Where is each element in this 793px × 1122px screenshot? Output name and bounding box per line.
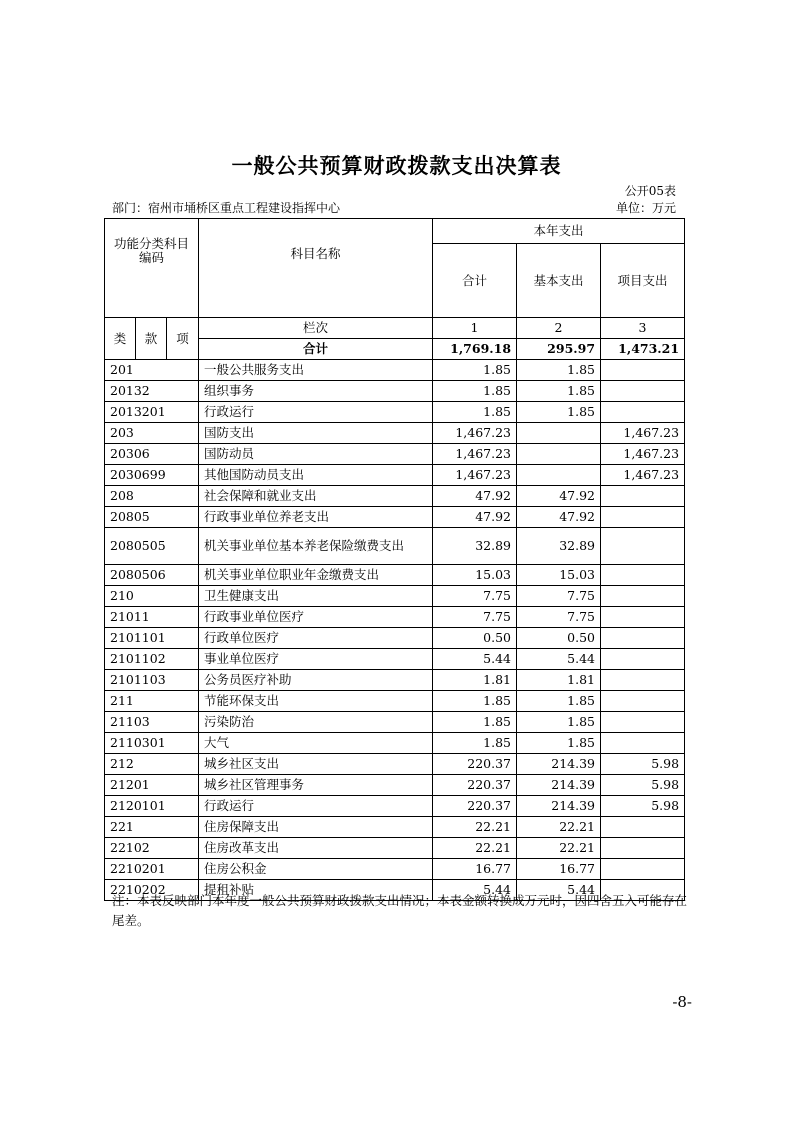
row-code: 22102 [105, 838, 199, 859]
row-basic-expense: 47.92 [517, 507, 601, 528]
table-row [105, 817, 685, 838]
row-subject-name: 机关事业单位职业年金缴费支出 [199, 565, 433, 586]
row-total: 22.21 [433, 838, 517, 859]
table-row [105, 691, 685, 712]
row-subject-name: 国防动员 [199, 444, 433, 465]
table-row [105, 507, 685, 528]
row-project-expense [601, 712, 685, 733]
row-basic-expense: 47.92 [517, 486, 601, 507]
row-code: 208 [105, 486, 199, 507]
table-row [105, 775, 685, 796]
row-subject-name: 节能环保支出 [199, 691, 433, 712]
row-code: 2101102 [105, 649, 199, 670]
department-label: 部门：宿州市埇桥区重点工程建设指挥中心 [112, 201, 341, 215]
table-row [105, 628, 685, 649]
row-code: 203 [105, 423, 199, 444]
row-basic-expense: 5.44 [517, 880, 601, 901]
row-project-expense: 5.98 [601, 754, 685, 775]
row-subject-name: 行政事业单位养老支出 [199, 507, 433, 528]
row-project-expense [601, 628, 685, 649]
column-number-3: 3 [601, 318, 685, 339]
row-project-expense [601, 528, 685, 565]
row-total: 47.92 [433, 486, 517, 507]
row-total: 1.85 [433, 712, 517, 733]
row-project-expense: 5.98 [601, 796, 685, 817]
row-code: 2101101 [105, 628, 199, 649]
row-code: 20132 [105, 381, 199, 402]
row-code: 221 [105, 817, 199, 838]
row-subject-name: 卫生健康支出 [199, 586, 433, 607]
row-basic-expense: 214.39 [517, 775, 601, 796]
row-total: 7.75 [433, 586, 517, 607]
row-basic-expense [517, 444, 601, 465]
row-code: 2210201 [105, 859, 199, 880]
row-project-expense [601, 360, 685, 381]
row-subject-name: 行政运行 [199, 796, 433, 817]
row-total: 1,467.23 [433, 423, 517, 444]
row-project-expense [601, 486, 685, 507]
row-total: 220.37 [433, 775, 517, 796]
row-code: 201 [105, 360, 199, 381]
table-row [105, 733, 685, 754]
row-basic-expense [517, 465, 601, 486]
row-total: 47.92 [433, 507, 517, 528]
row-basic-expense: 1.85 [517, 712, 601, 733]
total-row-label: 合计 [199, 339, 433, 360]
row-subject-name: 城乡社区管理事务 [199, 775, 433, 796]
row-basic-expense: 1.85 [517, 381, 601, 402]
row-subject-name: 组织事务 [199, 381, 433, 402]
table-row [105, 402, 685, 423]
table-row [105, 528, 685, 565]
row-project-expense [601, 733, 685, 754]
project-expense-header: 项目支出 [601, 244, 685, 318]
footnote: 注：本表反映部门本年度一般公共预算财政拨款支出情况；本表金额转换成万元时，因四舍五入可能存在尾差。 [112, 893, 688, 928]
table-row [105, 796, 685, 817]
row-code: 2120101 [105, 796, 199, 817]
row-basic-expense: 214.39 [517, 754, 601, 775]
row-code: 21011 [105, 607, 199, 628]
row-total: 16.77 [433, 859, 517, 880]
total-header: 合计 [433, 244, 517, 318]
row-subject-name: 事业单位医疗 [199, 649, 433, 670]
row-project-expense [601, 507, 685, 528]
total-row-total: 1,769.18 [433, 339, 517, 360]
row-basic-expense: 1.85 [517, 402, 601, 423]
table-row [105, 649, 685, 670]
row-code: 21201 [105, 775, 199, 796]
table-row [105, 607, 685, 628]
row-basic-expense: 1.85 [517, 691, 601, 712]
row-project-expense [601, 670, 685, 691]
row-total: 1.85 [433, 691, 517, 712]
row-subject-name: 公务员医疗补助 [199, 670, 433, 691]
row-project-expense [601, 691, 685, 712]
row-total: 5.44 [433, 880, 517, 901]
row-code: 211 [105, 691, 199, 712]
func-class-code-header: 功能分类科目编码 [105, 219, 199, 318]
row-subject-name: 行政事业单位医疗 [199, 607, 433, 628]
row-subject-name: 住房保障支出 [199, 817, 433, 838]
row-total: 32.89 [433, 528, 517, 565]
row-basic-expense: 32.89 [517, 528, 601, 565]
row-subject-name: 住房改革支出 [199, 838, 433, 859]
row-subject-name: 提租补贴 [199, 880, 433, 901]
row-code: 212 [105, 754, 199, 775]
xiang-header: 项 [167, 318, 199, 360]
row-subject-name: 行政单位医疗 [199, 628, 433, 649]
table-row [105, 859, 685, 880]
row-total: 220.37 [433, 754, 517, 775]
row-basic-expense: 7.75 [517, 586, 601, 607]
row-subject-name: 社会保障和就业支出 [199, 486, 433, 507]
row-code: 210 [105, 586, 199, 607]
row-project-expense [601, 817, 685, 838]
row-subject-name: 机关事业单位基本养老保险缴费支出 [199, 528, 433, 565]
row-subject-name: 住房公积金 [199, 859, 433, 880]
row-total: 1,467.23 [433, 444, 517, 465]
row-basic-expense: 7.75 [517, 607, 601, 628]
page-number: -8- [672, 993, 692, 1011]
row-total: 0.50 [433, 628, 517, 649]
row-code: 2110301 [105, 733, 199, 754]
row-total: 1.85 [433, 733, 517, 754]
row-total: 22.21 [433, 817, 517, 838]
row-basic-expense [517, 423, 601, 444]
row-total: 1.81 [433, 670, 517, 691]
row-basic-expense: 5.44 [517, 649, 601, 670]
row-subject-name: 一般公共服务支出 [199, 360, 433, 381]
lei-header: 类 [105, 318, 136, 360]
row-total: 1,467.23 [433, 465, 517, 486]
total-row-basic: 295.97 [517, 339, 601, 360]
expenditure-table [104, 218, 685, 901]
column-order-label: 栏次 [199, 318, 433, 339]
row-subject-name: 污染防治 [199, 712, 433, 733]
current-year-expense-header: 本年支出 [433, 219, 685, 244]
row-basic-expense: 1.81 [517, 670, 601, 691]
row-basic-expense: 1.85 [517, 360, 601, 381]
kuan-header: 款 [136, 318, 167, 360]
basic-expense-header: 基本支出 [517, 244, 601, 318]
table-row [105, 423, 685, 444]
subject-name-header: 科目名称 [199, 219, 433, 318]
row-code: 2210202 [105, 880, 199, 901]
row-total: 1.85 [433, 381, 517, 402]
table-row [105, 565, 685, 586]
row-code: 20805 [105, 507, 199, 528]
row-project-expense [601, 565, 685, 586]
row-subject-name: 城乡社区支出 [199, 754, 433, 775]
table-row [105, 360, 685, 381]
row-total: 7.75 [433, 607, 517, 628]
row-project-expense [601, 649, 685, 670]
row-project-expense: 1,467.23 [601, 444, 685, 465]
row-basic-expense: 1.85 [517, 733, 601, 754]
row-total: 220.37 [433, 796, 517, 817]
row-total: 1.85 [433, 360, 517, 381]
row-code: 2080506 [105, 565, 199, 586]
row-code: 2080505 [105, 528, 199, 565]
row-subject-name: 其他国防动员支出 [199, 465, 433, 486]
table-row [105, 838, 685, 859]
table-row [105, 486, 685, 507]
row-subject-name: 大气 [199, 733, 433, 754]
row-project-expense: 1,467.23 [601, 423, 685, 444]
row-basic-expense: 22.21 [517, 838, 601, 859]
row-project-expense [601, 838, 685, 859]
row-basic-expense: 22.21 [517, 817, 601, 838]
column-number-1: 1 [433, 318, 517, 339]
table-row [105, 586, 685, 607]
table-row [105, 712, 685, 733]
row-basic-expense: 15.03 [517, 565, 601, 586]
row-project-expense: 5.98 [601, 775, 685, 796]
row-code: 2013201 [105, 402, 199, 423]
row-project-expense [601, 586, 685, 607]
total-row-project: 1,473.21 [601, 339, 685, 360]
row-project-expense [601, 607, 685, 628]
row-code: 20306 [105, 444, 199, 465]
row-code: 21103 [105, 712, 199, 733]
table-row [105, 754, 685, 775]
table-row [105, 381, 685, 402]
row-subject-name: 行政运行 [199, 402, 433, 423]
table-code: 公开05表 [624, 184, 676, 198]
row-project-expense: 1,467.23 [601, 465, 685, 486]
table-row [105, 444, 685, 465]
row-code: 2030699 [105, 465, 199, 486]
row-project-expense [601, 402, 685, 423]
table-row [105, 465, 685, 486]
column-number-2: 2 [517, 318, 601, 339]
row-project-expense [601, 859, 685, 880]
table-row [105, 670, 685, 691]
row-code: 2101103 [105, 670, 199, 691]
row-basic-expense: 16.77 [517, 859, 601, 880]
row-basic-expense: 214.39 [517, 796, 601, 817]
row-subject-name: 国防支出 [199, 423, 433, 444]
row-project-expense [601, 381, 685, 402]
unit-label: 单位：万元 [615, 201, 676, 215]
row-total: 1.85 [433, 402, 517, 423]
row-total: 15.03 [433, 565, 517, 586]
row-basic-expense: 0.50 [517, 628, 601, 649]
page-title: 一般公共预算财政拨款支出决算表 [231, 153, 562, 178]
row-total: 5.44 [433, 649, 517, 670]
